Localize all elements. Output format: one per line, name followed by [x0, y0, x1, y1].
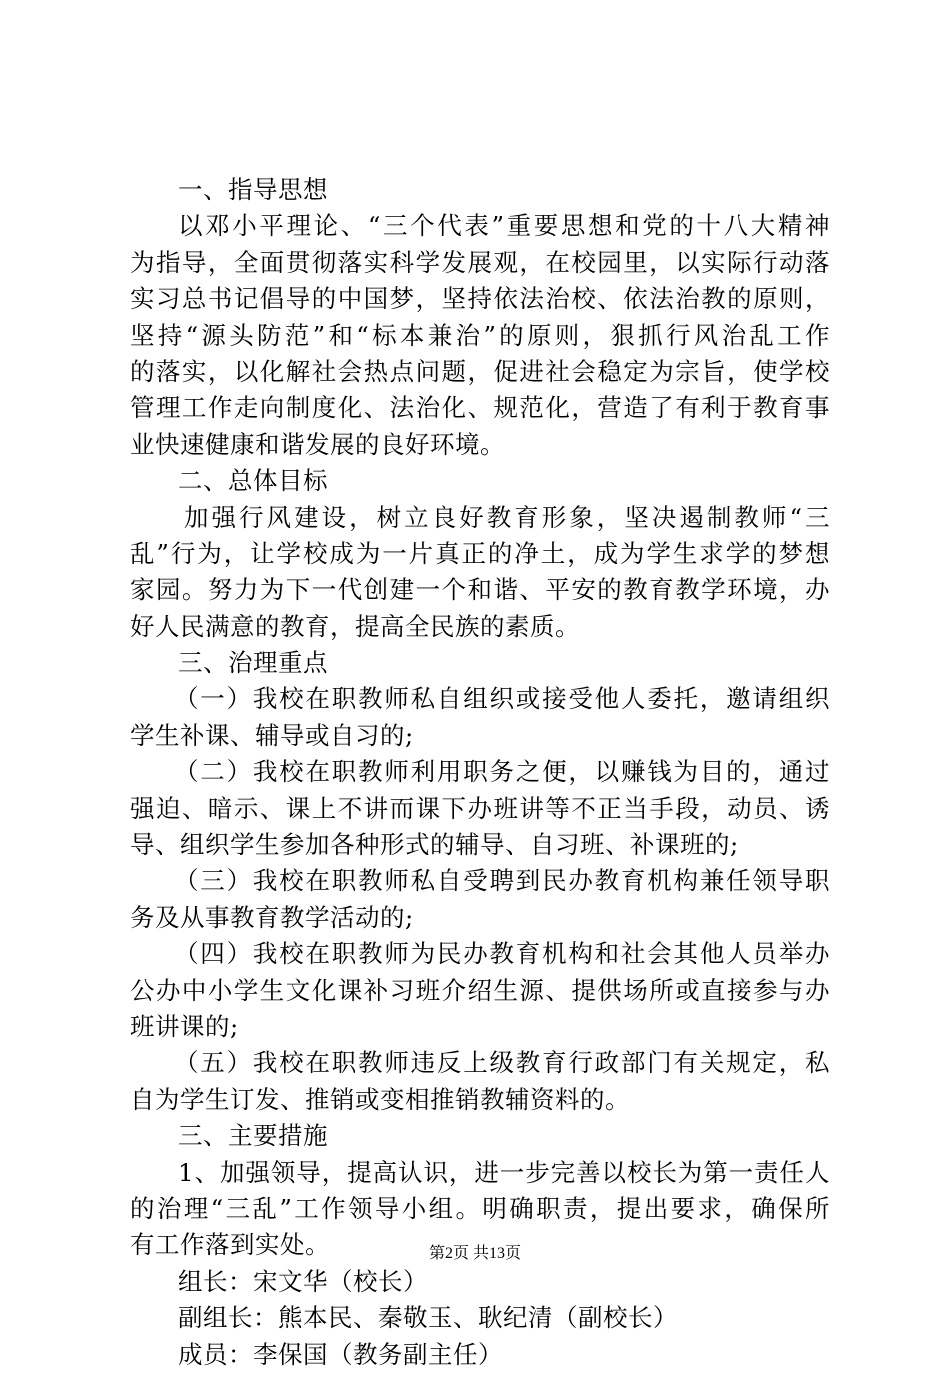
- text-line: 好人民满意的教育，提高全民族的素质。: [130, 611, 580, 641]
- text-line: 家园。努力为下一代创建一个和谐、平安的教育教学环境，办: [130, 575, 830, 605]
- text-line: 二、总体目标: [178, 466, 328, 496]
- text-line: 加强行风建设，树立良好教育形象，坚决遏制教师“三: [184, 502, 830, 532]
- text-line: （四）我校在职教师为民办教育机构和社会其他人员举办: [174, 939, 830, 969]
- text-line: 班讲课的;: [130, 1011, 239, 1041]
- text-line: 为指导，全面贯彻落实科学发展观，在校园里，以实际行动落: [130, 247, 830, 277]
- text-line: （二）我校在职教师利用职务之便，以赚钱为目的，通过: [174, 757, 830, 787]
- text-line: 有工作落到实处。: [130, 1230, 330, 1260]
- page-footer: 第2页 共13页: [428, 1245, 521, 1262]
- text-line: 以邓小平理论、“三个代表”重要思想和党的十八大精神: [178, 211, 830, 241]
- text-line: 实习总书记倡导的中国梦，坚持依法治校、依法治教的原则，: [130, 284, 830, 314]
- text-line: 坚持“源头防范”和“标本兼治”的原则，狠抓行风治乱工作: [130, 320, 830, 350]
- text-line: （三）我校在职教师私自受聘到民办教育机构兼任领导职: [174, 866, 830, 896]
- text-line: 三、治理重点: [178, 648, 328, 678]
- text-line: 学生补课、辅导或自习的;: [130, 720, 414, 750]
- text-line: 导、组织学生参加各种形式的辅导、自习班、补课班的;: [130, 830, 739, 860]
- text-line: （一）我校在职教师私自组织或接受他人委托，邀请组织: [174, 684, 830, 714]
- text-line: 自为学生订发、推销或变相推销教辅资料的。: [130, 1084, 630, 1114]
- document-body: [130, 172, 830, 1373]
- text-line: 的落实，以化解社会热点问题，促进社会稳定为宗旨，使学校: [130, 356, 830, 386]
- text-line: 强迫、暗示、课上不讲而课下办班讲等不正当手段，动员、诱: [130, 793, 830, 823]
- text-line: 务及从事教育教学活动的;: [130, 902, 414, 932]
- text-line: 1、加强领导，提高认识，进一步完善以校长为第一责任人: [178, 1157, 830, 1187]
- text-line: 一、指导思想: [178, 175, 328, 204]
- text-line: 乱”行为，让学校成为一片真正的净土，成为学生求学的梦想: [130, 538, 830, 568]
- text-line: （五）我校在职教师违反上级教育行政部门有关规定，私: [174, 1048, 830, 1078]
- text-line: 公办中小学生文化课补习班介绍生源、提供场所或直接参与办: [130, 975, 830, 1005]
- text-line: 三、主要措施: [178, 1121, 328, 1151]
- text-line: 副组长：熊本民、秦敬玉、耿纪清（副校长）: [178, 1303, 678, 1333]
- text-line: 管理工作走向制度化、法治化、规范化，营造了有利于教育事: [130, 393, 830, 423]
- text-line: 的治理“三乱”工作领导小组。明确职责，提出要求，确保所: [130, 1193, 830, 1223]
- text-line: 组长：宋文华（校长）: [178, 1266, 428, 1296]
- text-line: 业快速健康和谐发展的良好环境。: [130, 429, 505, 459]
- text-line: 成员：李保国（教务副主任）: [178, 1339, 503, 1369]
